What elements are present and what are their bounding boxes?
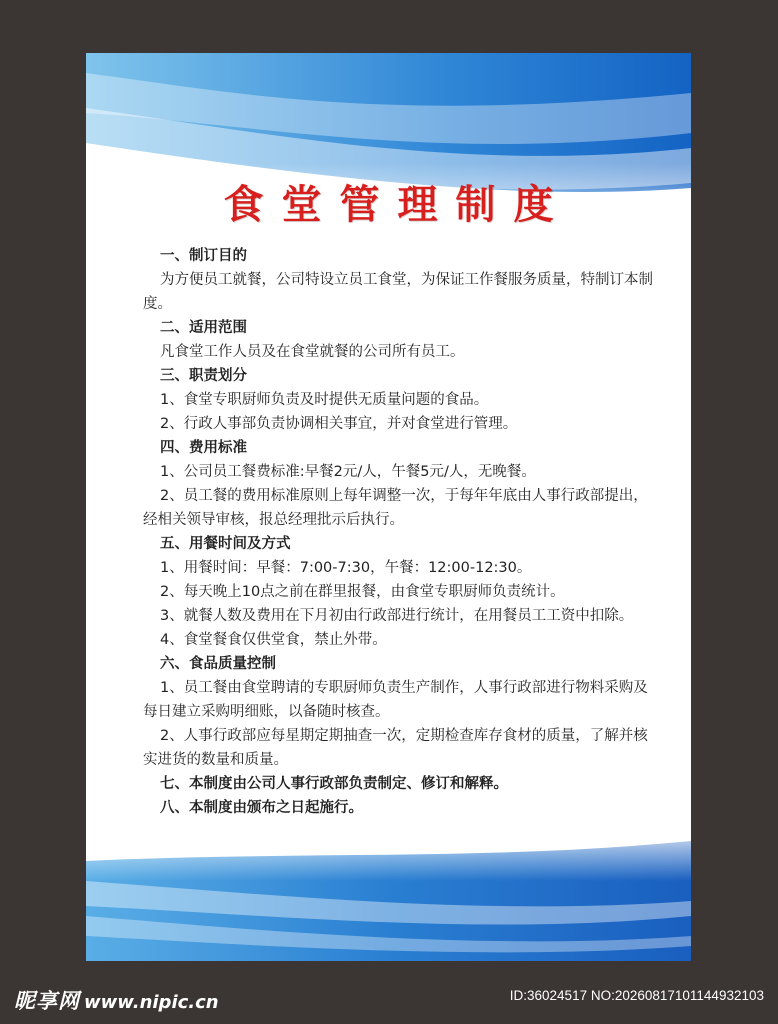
- section-heading: 五、用餐时间及方式: [160, 536, 291, 552]
- bottom-wave-decoration: [86, 821, 691, 961]
- section-heading: 四、费用标准: [160, 440, 247, 456]
- section-paragraph: 1、用餐时间：早餐：7:00-7:30，午餐：12:00-12:30。: [160, 560, 532, 576]
- page-title: 食堂管理制度: [223, 182, 572, 228]
- section-paragraph: 3、就餐人数及费用在下月初由行政部进行统计，在用餐员工工资中扣除。: [160, 608, 634, 624]
- section-paragraph: 1、公司员工餐费标准:早餐2元/人，午餐5元/人，无晚餐。: [160, 464, 536, 480]
- section-paragraph: 1、食堂专职厨师负责及时提供无质量问题的食品。: [160, 392, 489, 408]
- logo-text: 昵享网: [14, 989, 80, 1013]
- logo-site: www.nipic.cn: [84, 992, 219, 1013]
- section-paragraph: 2、行政人事部负责协调相关事宜，并对食堂进行管理。: [160, 416, 518, 432]
- section-paragraph: 凡食堂工作人员及在食堂就餐的公司所有员工。: [160, 344, 465, 360]
- section-paragraph: 2、每天晚上10点之前在群里报餐，由食堂专职厨师负责统计。: [160, 584, 565, 600]
- watermark-logo: [14, 985, 219, 1015]
- section-heading: 八、本制度由颁布之日起施行。: [160, 800, 363, 816]
- section-heading: 二、适用范围: [160, 320, 247, 336]
- section-paragraph: 为方便员工就餐，公司特设立员工食堂，为保证工作餐服务质量，特制订本制度。: [143, 272, 653, 312]
- section-paragraph: 2、人事行政部应每星期定期抽查一次，定期检查库存食材的质量，了解并核实进货的数量和质量。: [143, 728, 648, 768]
- image-id-text: ID:36024517 NO:20260817101144932103: [509, 988, 764, 1003]
- section-heading: 三、职责划分: [160, 368, 247, 384]
- section-paragraph: 2、员工餐的费用标准原则上每年调整一次，于每年年底由人事行政部提出，经相关领导审核，报总经理批示后执行。: [143, 488, 648, 528]
- poster: [86, 53, 691, 961]
- section-heading: 一、制订目的: [160, 248, 247, 264]
- section-heading: 六、食品质量控制: [160, 656, 276, 672]
- section-paragraph: 4、食堂餐食仅供堂食，禁止外带。: [160, 632, 387, 648]
- section-heading: 七、本制度由公司人事行政部负责制定、修订和解释。: [160, 776, 508, 792]
- regulation-content: [143, 244, 653, 820]
- section-paragraph: 1、员工餐由食堂聘请的专职厨师负责生产制作，人事行政部进行物料采购及每日建立采购明细账，以备随时核查。: [143, 680, 648, 720]
